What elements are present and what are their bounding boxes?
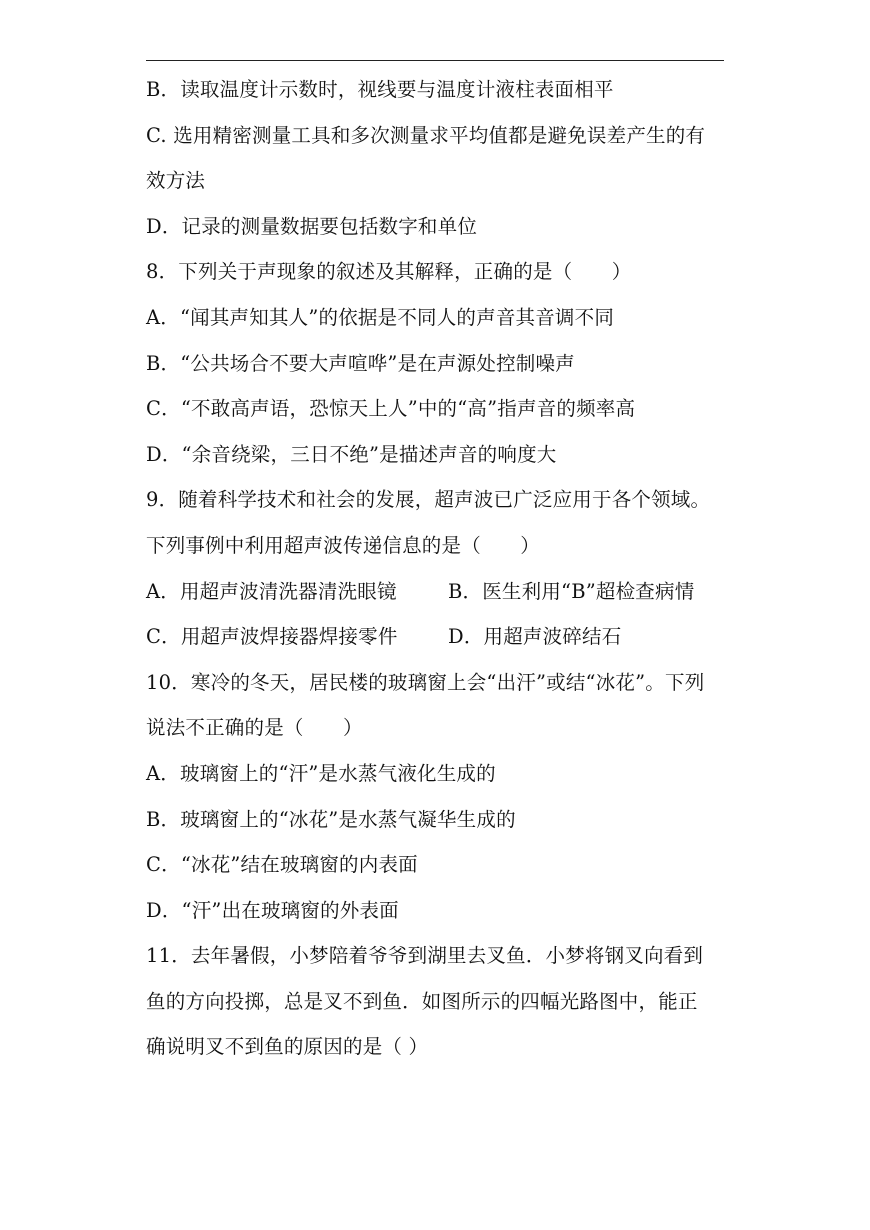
- q11-stem-line1: 11．去年暑假，小梦陪着爷爷到湖里去叉鱼．小梦将钢叉向看到: [146, 944, 704, 968]
- q11-stem-line2: 鱼的方向投掷，总是叉不到鱼．如图所示的四幅光路图中，能正: [146, 989, 698, 1013]
- q11-stem-line3: 确说明叉不到鱼的原因的是（ ）: [146, 1035, 429, 1059]
- q10-option-a: A．玻璃窗上的“汗”是水蒸气液化生成的: [146, 761, 496, 785]
- q9-options-row2: [146, 614, 736, 660]
- q8-option-c: C．“不敢高声语，恐惊天上人”中的“高”指声音的频率高: [146, 397, 636, 421]
- q9-options-row1: [146, 569, 736, 615]
- q9-stem-line1: 9．随着科学技术和社会的发展，超声波已广泛应用于各个领域。: [146, 488, 711, 512]
- q7-option-d: D．记录的测量数据要包括数字和单位: [146, 214, 478, 238]
- q9-option-b: B．医生利用“B”超检查病情: [448, 579, 695, 603]
- q10-option-c: C．“冰花”结在玻璃窗的内表面: [146, 853, 418, 877]
- q9-option-a: A．用超声波清洗器清洗眼镜: [146, 579, 397, 603]
- q10-stem-line2: 说法不正确的是（ ）: [146, 716, 363, 740]
- q10-option-b: B．玻璃窗上的“冰花”是水蒸气凝华生成的: [146, 807, 516, 831]
- q7-option-c-line2: 效方法: [146, 169, 206, 193]
- q10-option-d: D．“汗”出在玻璃窗的外表面: [146, 898, 399, 922]
- q8-stem: 8．下列关于声现象的叙述及其解释，正确的是（ ）: [146, 260, 632, 284]
- q9-stem-line2: 下列事例中利用超声波传递信息的是（ ）: [146, 533, 541, 557]
- question-content: [146, 67, 736, 1070]
- q9-option-d: D．用超声波碎结石: [448, 625, 622, 649]
- q10-stem-line1: 10．寒冷的冬天，居民楼的玻璃窗上会“出汗”或结“冰花”。下列: [146, 670, 705, 694]
- q7-option-c-line1: C. 选用精密测量工具和多次测量求平均值都是避免误差产生的有: [146, 123, 706, 147]
- q9-option-c: C．用超声波焊接器焊接零件: [146, 625, 398, 649]
- q8-option-b: B．“公共场合不要大声喧哗”是在声源处控制噪声: [146, 351, 575, 375]
- q7-option-b: B．读取温度计示数时，视线要与温度计液柱表面相平: [146, 78, 614, 101]
- q8-option-d: D．“余音绕梁，三日不绝”是描述声音的响度大: [146, 442, 557, 466]
- q8-option-a: A．“闻其声知其人”的依据是不同人的声音其音调不同: [146, 305, 615, 329]
- header-rule: [146, 60, 724, 61]
